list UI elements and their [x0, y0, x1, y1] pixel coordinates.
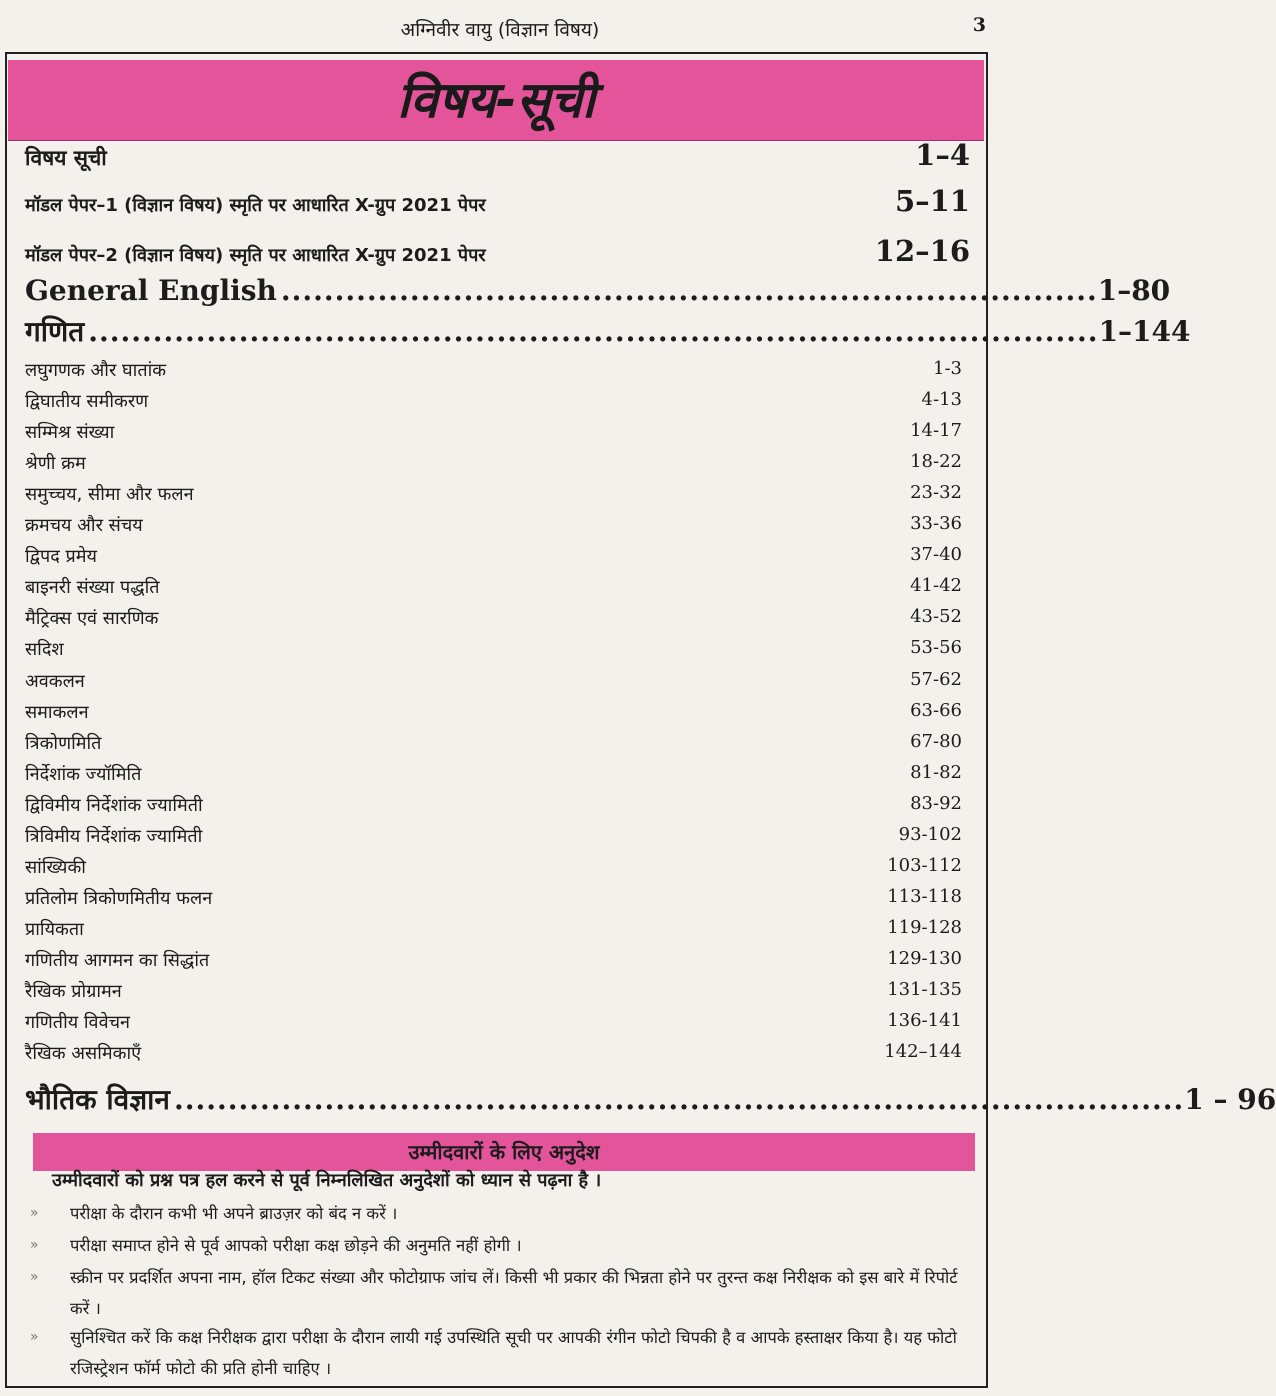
maths-topic-row: [25, 669, 962, 693]
maths-topic-pages: 18-22: [910, 451, 962, 473]
maths-topic-pages: 63-66: [910, 699, 962, 721]
maths-topic-label: अवकलन: [25, 670, 85, 692]
leader-dots: ..............................................................................................: [173, 1083, 1185, 1116]
leader-dots: ..............................................................................................: [88, 315, 1099, 348]
maths-topic-row: [25, 886, 962, 910]
maths-topic-row: [25, 700, 962, 724]
instruction-text: परीक्षा समाप्त होने से पूर्व आपको परीक्षा कक्ष छोड़ने की अनुमति नहीं होगी ।: [70, 1236, 522, 1255]
maths-topic-label: श्रेणी क्रम: [25, 453, 86, 475]
maths-topic-label: त्रिविमीय निर्देशांक ज्यामिती: [25, 825, 203, 847]
instruction-item: [30, 1198, 975, 1229]
toc-entry: [25, 138, 970, 172]
maths-topic-label: द्विविमीय निर्देशांक ज्यामिती: [25, 794, 203, 816]
bullet-marker: »: [30, 1269, 39, 1285]
page-number: 3: [972, 14, 986, 36]
maths-topic-row: [25, 824, 962, 848]
section-label: गणित: [25, 315, 85, 348]
instruction-text: सुनिश्चित करें कि कक्ष निरीक्षक द्वारा परीक्षा के दौरान लायी गई उपस्थिति सूची पर आपकी रंगीन फोटो चिपकी है व आपके हस्ताक्षर किया है। यह फोटो रजिस्ट्रेशन फॉर्म फोटो की प्रति होनी चाहिए ।: [70, 1328, 957, 1378]
instruction-item: [30, 1322, 975, 1384]
instructions-lead: उम्मीदवारों को प्रश्न पत्र हल करने से पूर्व निम्नलिखित अनुदेशों को ध्यान से पढ़ना है ।: [52, 1170, 602, 1191]
maths-topic-pages: 93-102: [898, 823, 962, 845]
maths-topic-row: [25, 979, 962, 1003]
instruction-text: परीक्षा के दौरान कभी भी अपने ब्राउज़र को बंद न करें ।: [70, 1204, 398, 1223]
maths-topic-row: [25, 420, 962, 444]
toc-entry-pages: 1–4: [915, 138, 970, 172]
maths-topic-label: प्रायिकता: [25, 918, 84, 940]
maths-topic-pages: 142–144: [884, 1041, 962, 1063]
bullet-marker: »: [30, 1205, 39, 1221]
instruction-text: स्क्रीन पर प्रदर्शित अपना नाम, हॉल टिकट संख्या और फोटोग्राफ जांच लें। किसी भी प्रकार की भिन्नता होने पर तुरन्त कक्ष निरीक्षक को इस बारे में रिपोर्ट करें ।: [70, 1268, 958, 1318]
section-pages: 1 – 96: [1184, 1083, 1276, 1116]
maths-topic-row: [25, 1041, 962, 1065]
bullet-marker: »: [30, 1237, 39, 1253]
maths-topic-pages: 33-36: [910, 513, 962, 535]
section-english: [25, 274, 1171, 307]
maths-topic-label: समाकलन: [25, 701, 89, 723]
maths-topic-label: सदिश: [25, 639, 64, 661]
maths-topic-pages: 14-17: [910, 420, 962, 442]
maths-topic-row: [25, 762, 962, 786]
instruction-item: [30, 1262, 975, 1324]
section-label: भौतिक विज्ञान: [25, 1083, 170, 1116]
maths-topic-pages: 1-3: [933, 358, 962, 379]
maths-topic-pages: 119-128: [887, 916, 962, 938]
maths-topic-pages: 57-62: [910, 668, 962, 690]
maths-topic-pages: 4-13: [921, 389, 962, 411]
maths-topic-row: [25, 637, 962, 661]
section-maths: [25, 312, 1191, 350]
maths-topic-pages: 131-135: [887, 979, 962, 1000]
maths-topic-pages: 37-40: [910, 544, 962, 566]
contents-banner: [8, 60, 984, 141]
maths-topic-label: समुच्चय, सीमा और फलन: [25, 484, 194, 506]
maths-topic-label: द्विपद प्रमेय: [25, 546, 97, 568]
maths-topic-row: [25, 482, 962, 506]
toc-entry-pages: 12–16: [874, 234, 970, 268]
toc-entry: [25, 184, 970, 218]
maths-topic-label: सम्मिश्र संख्या: [25, 422, 115, 444]
maths-topic-row: [25, 917, 962, 941]
maths-topic-row: [25, 544, 962, 568]
maths-topic-row: [25, 358, 962, 382]
section-pages: 1–80: [1097, 274, 1171, 307]
maths-topic-label: क्रमचय और संचय: [25, 515, 143, 537]
section-label: General English: [25, 274, 277, 307]
maths-topic-label: सांख्यिकी: [25, 856, 86, 878]
bullet-marker: »: [30, 1329, 39, 1345]
maths-topic-pages: 129-130: [887, 947, 962, 969]
maths-topic-label: लघुगणक और घातांक: [25, 360, 167, 381]
maths-topic-label: द्विघातीय समीकरण: [25, 391, 149, 413]
maths-topic-pages: 41-42: [910, 575, 962, 597]
maths-topic-label: रैखिक असमिकाएँ: [25, 1043, 142, 1065]
toc-entry-label: विषय सूची: [25, 146, 107, 170]
maths-topic-label: प्रतिलोम त्रिकोणमितीय फलन: [25, 887, 213, 909]
maths-topic-pages: 113-118: [887, 885, 962, 907]
maths-topic-label: बाइनरी संख्या पद्धति: [25, 577, 160, 599]
maths-topic-pages: 83-92: [910, 792, 962, 814]
maths-topic-label: त्रिकोणमिति: [25, 732, 102, 754]
section-physics: [25, 1080, 1276, 1118]
maths-topic-row: [25, 451, 962, 475]
maths-topic-row: [25, 606, 962, 630]
running-title: अग्निवीर वायु (विज्ञान विषय): [400, 19, 600, 41]
maths-topic-row: [25, 513, 962, 537]
toc-entry-label: मॉडल पेपर–1 (विज्ञान विषय) स्मृति पर आधारित X-ग्रुप 2021 पेपर: [25, 195, 486, 216]
maths-topic-row: [25, 948, 962, 972]
toc-entry-pages: 5–11: [894, 184, 970, 218]
leader-dots: ............................................................................: [280, 274, 1098, 307]
instructions-banner: [33, 1133, 975, 1171]
maths-topic-row: [25, 793, 962, 817]
maths-topic-label: मैट्रिक्स एवं सारणिक: [25, 608, 159, 630]
maths-topic-row: [25, 855, 962, 879]
instruction-item: [30, 1230, 975, 1261]
maths-topic-label: गणितीय आगमन का सिद्धांत: [25, 949, 210, 971]
maths-topic-pages: 53-56: [910, 637, 962, 659]
maths-topic-pages: 81-82: [910, 761, 962, 783]
instructions-title: उम्मीदवारों के लिए अनुदेश: [408, 1140, 600, 1164]
maths-topic-row: [25, 575, 962, 599]
maths-topic-row: [25, 1010, 962, 1034]
maths-topic-label: निर्देशांक ज्यॉमिति: [25, 763, 142, 785]
maths-topic-row: [25, 389, 962, 413]
maths-topic-label: गणितीय विवेचन: [25, 1012, 130, 1034]
maths-topic-pages: 23-32: [910, 482, 962, 504]
maths-topic-label: रैखिक प्रोग्रामन: [25, 981, 122, 1002]
section-pages: 1–144: [1098, 315, 1191, 348]
maths-topic-pages: 67-80: [910, 730, 962, 752]
toc-entry: [25, 234, 970, 268]
toc-entry-label: मॉडल पेपर–2 (विज्ञान विषय) स्मृति पर आधारित X-ग्रुप 2021 पेपर: [25, 245, 486, 266]
contents-title: विषय-सूची: [397, 71, 595, 129]
maths-topic-pages: 136-141: [887, 1010, 962, 1032]
maths-topic-row: [25, 731, 962, 755]
maths-topic-pages: 43-52: [910, 606, 962, 628]
maths-topic-pages: 103-112: [887, 854, 962, 876]
